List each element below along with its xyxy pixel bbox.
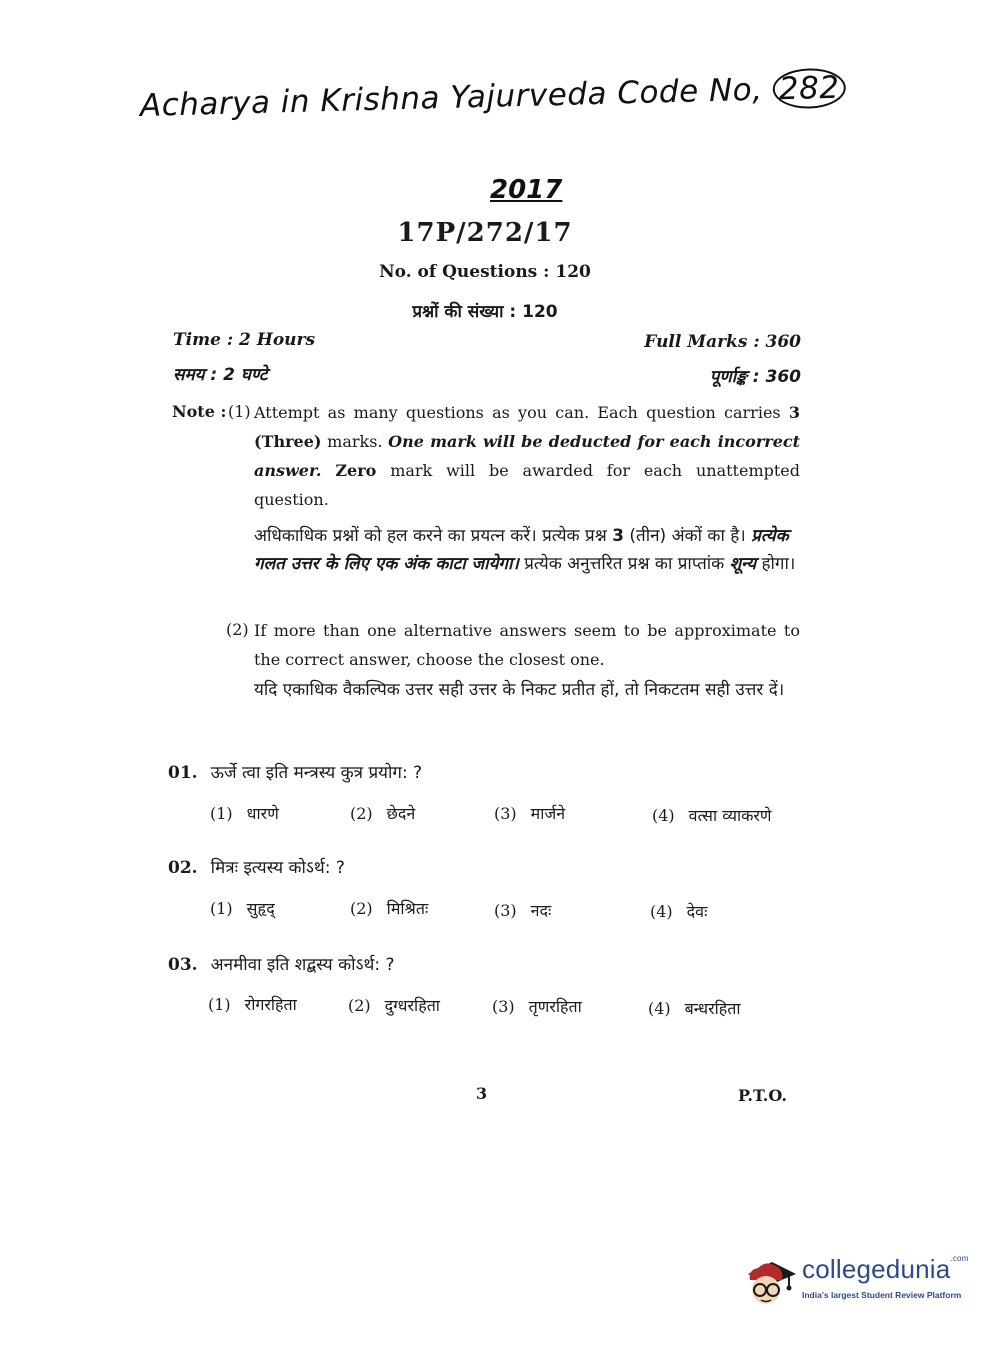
q2-option-4: (4) देवः — [650, 902, 708, 921]
question-1: 01. ऊर्जे त्वा इति मन्त्रस्य कुत्र प्रयोग: ? — [168, 763, 423, 783]
q1-option-3: (3) मार्जने — [494, 804, 566, 823]
q3-option-1: (1) रोगरहिता — [208, 995, 297, 1014]
pto-label: P.T.O. — [738, 1086, 787, 1105]
q1-option-1: (1) धारणे — [210, 804, 279, 823]
note2-number: (2) — [226, 620, 249, 639]
note1-hindi: अधिकाधिक प्रश्नों को हल करने का प्रयत्न करें। प्रत्येक प्रश्न 3 (तीन) अंकों का है। प्रत्येक गलत उत्तर के लिए एक अंक काटा जायेगा। प्रत्येक अनुत्तरित प्रश्न का प्राप्तांक शून्य होगा। — [254, 526, 796, 574]
page-number: 3 — [476, 1084, 488, 1103]
time-hi: समय : 2 घण्टे — [173, 365, 268, 385]
question-2: 02. मित्रः इत्यस्य कोऽर्थ: ? — [168, 858, 345, 878]
full-marks-en: Full Marks : 360 — [644, 332, 801, 352]
q2-option-3: (3) नदः — [494, 901, 552, 920]
handwritten-code: 282 — [772, 68, 846, 110]
note1-number: (1) — [228, 402, 251, 421]
q1-option-4: (4) वत्सा व्याकरणे — [652, 806, 772, 825]
q3-option-3: (3) तृणरहिता — [492, 997, 582, 1016]
time-en: Time : 2 Hours — [173, 330, 316, 350]
handwritten-title: Acharya in Krishna Yajurveda Code No, 282 — [140, 70, 846, 124]
note2-english: If more than one alternative answers seem to be approximate to the correct answer, choose the closest one. — [254, 621, 800, 669]
collegedunia-logo[interactable]: collegedunia$^{.com}$ India's largest Student Review Platform — [742, 1252, 972, 1312]
full-marks-hi: पूर्णाङ्क : 360 — [709, 367, 801, 387]
q2-option-1: (1) सुहृद् — [210, 899, 275, 918]
note2-hindi: यदि एकाधिक वैकल्पिक उत्तर सही उत्तर के निकट प्रतीत हों, तो निकटतम सही उत्तर दें। — [254, 680, 785, 700]
mascot-icon — [742, 1252, 798, 1312]
questions-count-en: No. of Questions : 120 — [379, 262, 591, 282]
logo-tagline: India's largest Student Review Platform — [802, 1290, 962, 1300]
q3-option-2: (2) दुग्धरहिता — [348, 996, 440, 1015]
note1-english: Attempt as many questions as you can. Each question carries 3 (Three) marks. One mark will be deducted for each incorrect answer. Zero mark will be awarded for each unattempted question. — [254, 403, 801, 509]
question-3: 03. अनमीवा इति शद्बस्य कोऽर्थ: ? — [168, 955, 395, 975]
questions-count-hi: प्रश्नों की संख्या : 120 — [412, 302, 558, 322]
q3-option-4: (4) बन्धरहिता — [648, 999, 741, 1018]
note-label: Note : — [172, 402, 227, 421]
handwritten-year: 2017 — [490, 175, 563, 205]
q2-option-2: (2) मिश्रितः — [350, 899, 429, 918]
q1-option-2: (2) छेदने — [350, 804, 416, 823]
paper-code: 17P/272/17 — [397, 218, 573, 248]
